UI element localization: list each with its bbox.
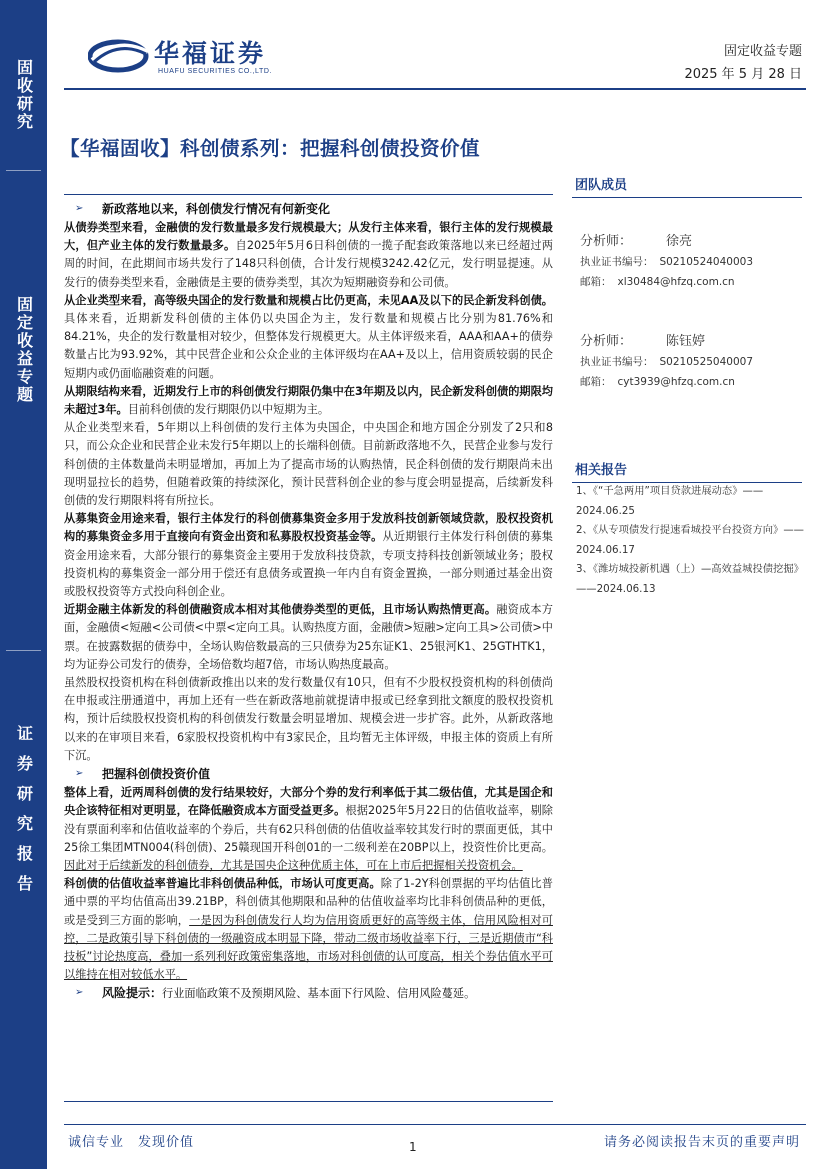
paragraph-text: 融资成本方面，金融债<短融<公司债<中票<定向工具。认购热度方面，金融债>短融>定向工具>公司债>中票。在披露数据的债券中，全场认购倍数最高的三只债券为25东证K1、25银河K1、25GTHTK1，均为证券公司发行的债券，全场倍数均超7倍，市场认购热度最高。 [64, 603, 553, 671]
paragraph [64, 219, 553, 292]
analyst-email[interactable]: xl30484@hfzq.com.cn [617, 276, 735, 288]
report-category: 固定收益专题 [723, 44, 802, 59]
sidebar-divider [6, 170, 41, 171]
footer-slogan: 诚信专业 发现价值 [68, 1135, 195, 1150]
report-date: 2025 年 5 月 28 日 [684, 67, 802, 82]
related-reports-header [572, 455, 802, 483]
left-sidebar [0, 0, 47, 1169]
sidebar-label-research: 固收研究 [14, 59, 34, 131]
analyst-email[interactable]: cyt3939@hfzq.com.cn [617, 376, 735, 388]
paragraph-text: 根据2025年5月22日的估值收益率，剔除没有票面利率和估值收益率的个券后，共有62只科创债的估值收益率较其发行时的票面更低，其中25徐工集团MTN004(科创债)、25赣现国开科创01的一二级利差在20BP以上，投资性价比更高。 [64, 804, 553, 854]
paragraph-lead: 从债券类型来看，金融债的发行数量最多发行规模最大；从发行主体来看，银行主体的发行规模最大，但产业主体的发行数量最多。 [64, 221, 553, 253]
company-logo [88, 30, 308, 82]
main-summary [64, 200, 553, 1004]
paragraph-text: 自2025年5月6日科创债的一揽子配套政策落地以来已经超过两周的时间，在此期间市场共发行了148只科创债，合计发行规模3242.42亿元，发行明显提速。从发行的债券类型来看，金融债是主要的债券类型，其次为短期融资券和公司债。 [64, 239, 553, 289]
paragraph-text: 除了1-2Y科创票据的平均估值比普通中票的平均估值高出39.21BP，科创债其他期限和品种的估值收益率均比非科创债品种的更低，或是受到三方面的影响， [64, 877, 553, 927]
paragraph [64, 601, 553, 674]
triangle-bullet-icon: ➢ [75, 203, 84, 214]
mail-label: 邮箱： [580, 376, 612, 388]
analyst-name: 陈钰婷 [666, 334, 706, 349]
risk-label: 风险提示： [102, 986, 163, 1001]
analyst-mail-line [580, 374, 753, 389]
logo-company-name-en: HUAFU SECURITIES CO.,LTD. [158, 68, 273, 75]
paragraph-underlined: 一是因为科创债发行人均为信用资质更好的高等级主体，信用风险相对可控，二是政策引导下科创债的一级融资成本明显下降，带动二级市场收益率下行，三是近期债市“科技板”讨论热度高，叠加一系列利好政策密集落地，市场对科创债的认可度高，相关个券估值水平可以维持在相对较低水平。 [64, 913, 553, 982]
cert-label: 执业证书编号： [580, 356, 654, 368]
page-number: 1 [409, 1140, 417, 1154]
mail-label: 邮箱： [580, 276, 612, 288]
paragraph-text: 从企业类型来看，5年期以上科创债的发行主体为央国企，中央国企和地方国企分别发了2只和8只，而公众企业和民营企业未发行5年期以上的长端科创债。目前新政落地不久，民营企业参与发行科创债的主体数量尚未明显增加，再加上为了提高市场的认购热情，民企科创债的发行期限尚未出现明显拉长的趋势，但随着政策的持续深化，预计民营科创企业的参与度会明显提高，后续新发科创债的发行期限料将有所拉长。 [64, 421, 553, 508]
footer-divider [64, 1124, 806, 1125]
analyst-cert-line [580, 254, 753, 269]
cert-number: S0210525040007 [659, 356, 754, 368]
paragraph-lead: 从期限结构来看，近期发行上市的科创债发行期限仍集中在3年期及以内，民企新发科创债的期限均未超过3年。 [64, 384, 553, 417]
section-heading-text: 把握科创债投资价值 [102, 767, 211, 782]
analyst-name-line [580, 330, 753, 349]
paragraph-text: 虽然股权投资机构在科创债新政推出以来的发行数量仅有10只，但有不少股权投资机构的科创债尚在申报或注册通道中，再加上还有一些在新政落地前就提请申报或已经拿到批文额度的股权投资机构，预计后续股权投资机构的科创债发行数量会明显增加、规模会进一步扩容。此外，从新政落地以来的在审项目来看，6家股权投资机构中有3家民企，且均暂无主体评级，申报主体的资质上有所下沉。 [64, 676, 553, 762]
analyst-card [580, 230, 753, 289]
sidebar-label-report: 证券研究报告 [14, 725, 34, 905]
analyst-name-line [580, 230, 753, 249]
header-divider [64, 88, 806, 90]
paragraph [64, 383, 553, 419]
paragraph [64, 510, 553, 601]
related-report-item[interactable]: 3、《潍坊城投新机遇（上）—高效益城投债挖掘》——2024.06.13 [576, 563, 804, 595]
analyst-cert-line [580, 354, 753, 369]
paragraph-lead: 从企业类型来看，高等级央国企的发行数量和规模占比仍更高，未见AA及以下的民企新发科创债。 [64, 293, 553, 307]
sidebar-divider [6, 650, 41, 651]
paragraph [64, 419, 553, 510]
logo-company-name: 华福证券 [154, 39, 267, 68]
related-reports-list [576, 482, 804, 599]
paragraph-lead: 科创债的估值收益率普遍比非科创债品种低，市场认可度更高。 [64, 877, 381, 891]
main-top-divider [64, 194, 553, 195]
related-report-item[interactable]: 1、《“千急两用”项目贷款进展动态》——2024.06.25 [576, 485, 764, 517]
cert-number: S0210524040003 [659, 256, 754, 268]
sidebar-label-topic: 固定收益专题 [14, 296, 34, 404]
related-reports-title: 相关报告 [572, 455, 802, 483]
report-title: 【华福固收】科创债系列：把握科创债投资价值 [60, 137, 481, 160]
main-bottom-divider [64, 1101, 553, 1102]
paragraph [64, 875, 553, 984]
paragraph-lead: 从募集资金用途来看，银行主体发行的科创债募集资金多用于发放科技创新领域贷款，股权投资机构的募集资金多用于直接向有资金出资和私募股权投资基金等。 [64, 512, 553, 544]
analyst-mail-line [580, 274, 753, 289]
paragraph-text: 从近期银行主体发行科创债的募集资金用途来看，大部分银行的募集资金主要用于发放科技贷款，专项支持科技创新领域业务；股权投资机构的募集资金一部分用于偿还有息债务或置换一年内自有资金置换，一部分则通过基金出资或股权投资等方式投向科创企业。 [64, 530, 553, 599]
logo-emblem-icon [88, 30, 152, 82]
risk-text: 行业面临政策不及预期风险、基本面下行风险、信用风险蔓延。 [162, 987, 476, 1001]
footer-disclaimer: 请务必阅读报告末页的重要声明 [603, 1135, 800, 1150]
section-heading-text: 新政落地以来，科创债发行情况有何新变化 [102, 202, 331, 216]
risk-note [64, 984, 553, 1003]
paragraph [64, 784, 553, 875]
related-report-item[interactable]: 2、《从专项债发行提速看城投平台投资方向》——2024.06.17 [576, 524, 804, 556]
cert-label: 执业证书编号： [580, 256, 654, 268]
analyst-name: 徐亮 [666, 234, 693, 249]
paragraph-text: 具体来看，近期新发科创债的主体仍以央国企为主，发行数量和规模占比分别为81.76%和84.21%，央企的发行数量相对较少，但整体发行规模更大。从主体评级来看，AAA和AA+的债券数量占比为93.92%，其中民营企业和公众企业的主体评级均在AA+及以上，信用资质较弱的民企短期内或仍面临融资难的问题。 [64, 312, 553, 380]
analyst-role: 分析师： [580, 334, 633, 349]
team-members-title: 团队成员 [572, 170, 802, 198]
right-column [572, 170, 802, 198]
analyst-role: 分析师： [580, 234, 633, 249]
section-heading [64, 765, 553, 783]
paragraph [64, 674, 553, 765]
paragraph-text: 目前科创债的发行期限仍以中短期为主。 [127, 403, 330, 417]
triangle-bullet-icon: ➢ [75, 768, 84, 780]
triangle-bullet-icon: ➢ [75, 987, 84, 999]
analyst-card [580, 330, 753, 389]
section-heading [64, 200, 553, 218]
paragraph-lead: 整体上看，近两周科创债的发行结果较好，大部分个券的发行利率低于其二级估值，尤其是国企和央企该特征相对更明显，在降低融资成本方面受益更多。 [64, 786, 553, 818]
paragraph-lead: 近期金融主体新发的科创债融资成本相对其他债券类型的更低，且市场认购热情更高。 [64, 603, 497, 617]
paragraph-underlined: 因此对于后续新发的科创债券，尤其是国央企这种优质主体，可在上市后把握相关投资机会。 [64, 858, 523, 872]
paragraph [64, 292, 553, 383]
